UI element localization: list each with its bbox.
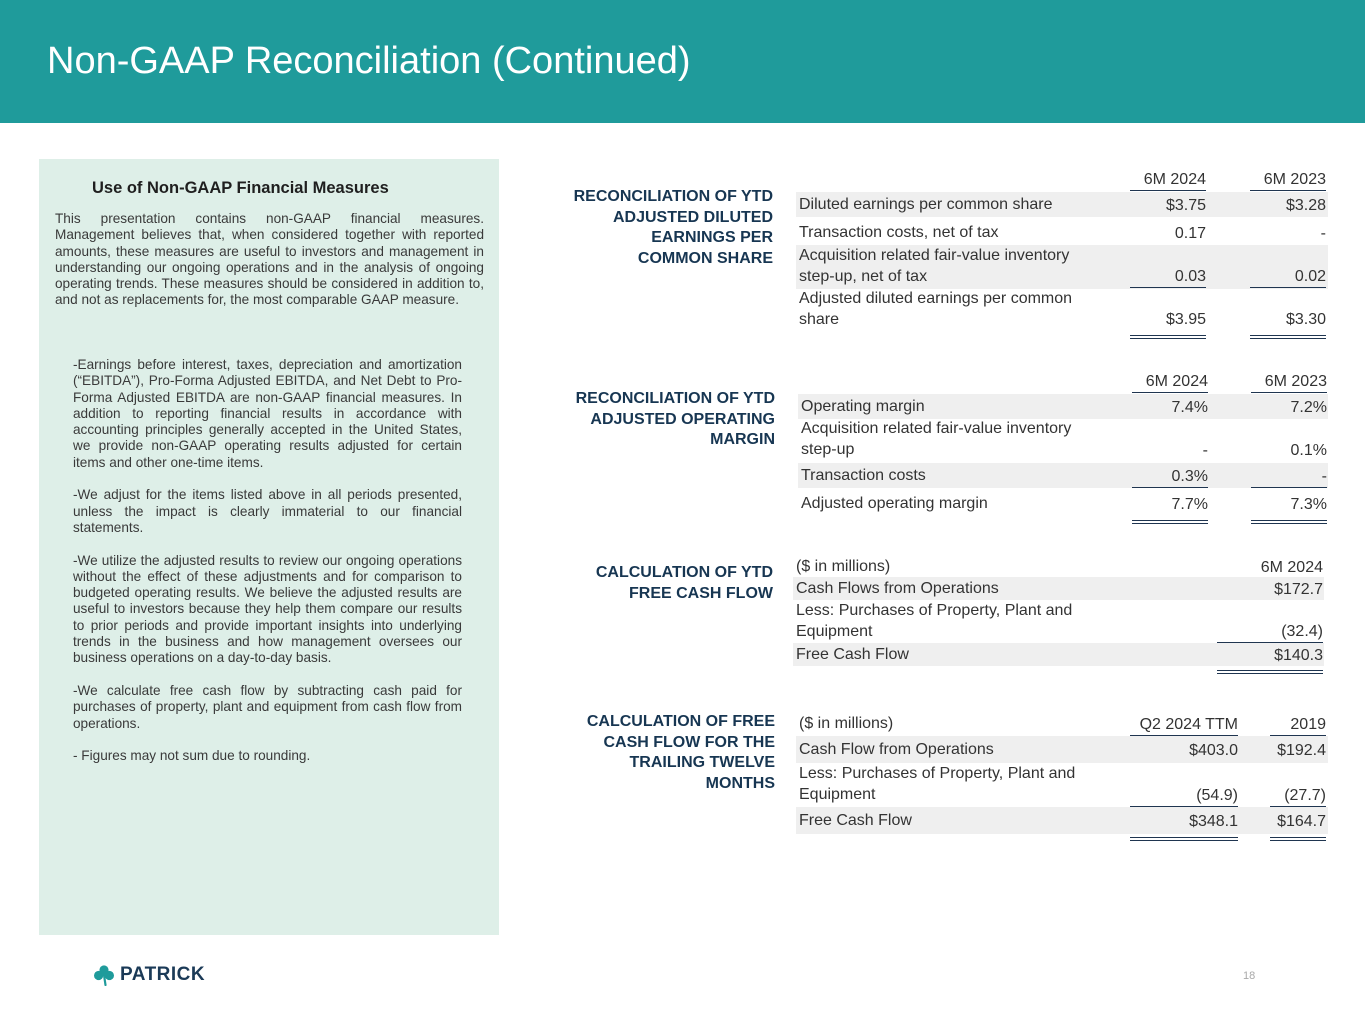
row-label: Free Cash Flow — [799, 812, 912, 829]
table-row — [798, 417, 1328, 461]
row-value: $192.4 — [1277, 742, 1326, 759]
eps-col-header-6m-2024: 6M 2024 — [1130, 169, 1206, 191]
row-value: - — [1320, 225, 1326, 242]
panel-bullet: -We calculate free cash flow by subtracting cash paid for purchases of property, plant and equipment from cash flow from operations. — [73, 682, 462, 731]
table-row — [796, 807, 1328, 834]
row-label: Cash Flows from Operations — [796, 580, 999, 597]
row-value: (27.7) — [1270, 785, 1326, 807]
ttm-col-header-q2-2024: Q2 2024 TTM — [1130, 714, 1238, 736]
row-value: $3.95 — [1130, 309, 1206, 339]
row-value: (54.9) — [1130, 785, 1238, 807]
row-label: Adjusted operating margin — [801, 495, 988, 512]
patrick-logo — [93, 964, 205, 986]
row-value: $3.30 — [1250, 309, 1326, 339]
table-row — [793, 577, 1324, 600]
row-label: Transaction costs — [801, 467, 926, 484]
panel-bullet: -We utilize the adjusted results to review our ongoing operations without the effect of these adjustments and for comparison to budgeted operating results. We believe the adjusted results are useful to investors because they help them compare our results to prior periods and provide important insights into underlying trends in the business and how management oversees our business operations on a day-to-day basis. — [73, 552, 462, 666]
ttm-table — [796, 712, 1328, 847]
row-value: $164.7 — [1270, 811, 1326, 841]
row-value: $172.7 — [1274, 581, 1323, 598]
row-label: Less: Purchases of Property, Plant and Equipment — [799, 765, 1076, 803]
margin-col-header-6m-2023: 6M 2023 — [1251, 371, 1327, 393]
panel-bullet: -We adjust for the items listed above in all periods presented, unless the impact is clearly immaterial to our financial statements. — [73, 487, 462, 535]
row-value: 0.03 — [1130, 266, 1206, 288]
logo-text: PATRICK — [120, 964, 206, 985]
margin-col-header-6m-2024: 6M 2024 — [1132, 371, 1208, 393]
panel-title: Use of Non-GAAP Financial Measures — [92, 179, 389, 197]
row-value: 7.4% — [1171, 399, 1208, 416]
margin-table — [798, 370, 1328, 530]
table-row — [793, 599, 1324, 643]
row-label: Transaction costs, net of tax — [799, 224, 999, 241]
row-value: 0.1% — [1290, 442, 1327, 459]
page-title: Non-GAAP Reconciliation (Continued) — [47, 40, 691, 82]
row-value: $140.3 — [1217, 645, 1323, 674]
row-value: - — [1202, 442, 1208, 459]
margin-section-label: RECONCILIATION OF YTD ADJUSTED OPERATING MARGIN — [575, 390, 775, 448]
row-label: Operating margin — [801, 398, 925, 415]
fcf-section-label: CALCULATION OF YTD FREE CASH FLOW — [595, 564, 773, 602]
table-row — [798, 463, 1328, 488]
table-row — [798, 394, 1328, 419]
row-value: - — [1251, 466, 1327, 488]
table-row — [796, 192, 1328, 217]
row-value: 0.3% — [1132, 466, 1208, 488]
non-gaap-info-panel — [39, 159, 499, 935]
fcf-table — [793, 556, 1324, 676]
eps-col-header-6m-2023: 6M 2023 — [1250, 169, 1326, 191]
row-value: (32.4) — [1217, 621, 1323, 643]
table-row — [796, 219, 1328, 244]
panel-bullet: -Earnings before interest, taxes, depreciation and amortization (“EBITDA”), Pro-Forma Adjusted EBITDA, and Net Debt to Pro-Forma Adjusted EBITDA are non-GAAP financial measures. In addition to reporting financial results in accordance with accounting principles generally accepted in the United States, we provide non-GAAP operating results adjusted for certain items and other one-time items. — [73, 357, 462, 470]
units-label: ($ in millions) — [796, 558, 891, 575]
table-row — [798, 491, 1328, 527]
row-label: Acquisition related fair-value inventory step-up — [801, 420, 1072, 458]
row-value: 0.02 — [1250, 266, 1326, 288]
row-value: $3.28 — [1285, 197, 1326, 214]
row-value: $348.1 — [1130, 811, 1238, 841]
row-value: 7.7% — [1132, 494, 1208, 524]
row-label: Diluted earnings per common share — [799, 196, 1053, 213]
panel-intro: This presentation contains non-GAAP financial measures. Management believes that, when considered together with reported amounts, these measures are useful to investors and management in understanding our ongoing operations and in the analysis of ongoing operating trends. These measures should be considered in addition to, and not as replacements for, the most comparable GAAP measure. — [55, 211, 484, 308]
row-value: 0.17 — [1174, 225, 1206, 242]
fcf-col-header-6m-2024: 6M 2024 — [1217, 557, 1323, 579]
row-value: $3.75 — [1165, 197, 1206, 214]
units-label: ($ in millions) — [799, 715, 894, 732]
eps-section-label: RECONCILIATION OF YTD ADJUSTED DILUTED EARNINGS PER COMMON SHARE — [573, 188, 773, 267]
row-label: Free Cash Flow — [796, 646, 909, 663]
ttm-section-label: CALCULATION OF FREE CASH FLOW FOR THE TRAILING TWELVE MONTHS — [586, 713, 775, 792]
eps-table — [796, 168, 1328, 343]
table-row — [793, 643, 1324, 666]
row-value: $403.0 — [1189, 742, 1238, 759]
row-value: 7.3% — [1251, 494, 1327, 524]
row-label: Adjusted diluted earnings per common share — [799, 290, 1073, 328]
table-row — [796, 245, 1328, 289]
row-label: Less: Purchases of Property, Plant and Equipment — [796, 602, 1073, 640]
row-value: 7.2% — [1290, 399, 1327, 416]
table-row — [796, 288, 1328, 343]
page-number: 18 — [1243, 970, 1256, 982]
row-label: Cash Flow from Operations — [799, 741, 994, 758]
header-band — [0, 0, 1365, 123]
table-row — [796, 763, 1328, 807]
row-label: Acquisition related fair-value inventory step-up, net of tax — [799, 247, 1070, 285]
panel-bullets — [73, 357, 462, 781]
ttm-col-header-2019: 2019 — [1270, 714, 1326, 736]
clover-icon — [93, 964, 115, 986]
panel-bullet: - Figures may not sum due to rounding. — [73, 748, 311, 764]
table-row — [796, 736, 1328, 763]
